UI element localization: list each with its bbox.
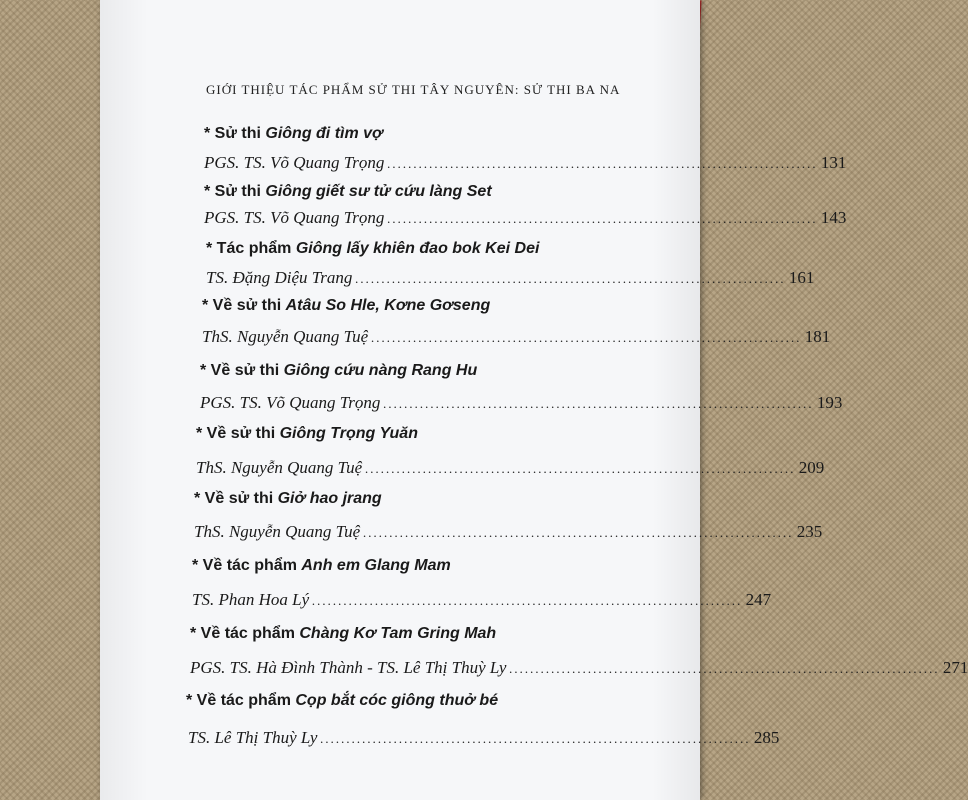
page-number: 161 — [788, 268, 815, 287]
toc-entry-author: TS. Phan Hoa Lý .................................................................................. 247 — [192, 590, 772, 609]
toc-entry-title: * Về sử thi Giở hao jrang — [194, 490, 382, 507]
toc-entry-title: * Sử thi Giông đi tìm vợ — [204, 125, 383, 142]
toc-entry-title: * Về tác phẩm Cọp bắt cóc giông thuở bé — [186, 692, 499, 709]
toc-entry-author: TS. Đặng Diệu Trang .................................................................................. 161 — [206, 268, 815, 287]
running-header: GIỚI THIỆU TÁC PHẨM SỬ THI TÂY NGUYÊN: SỬ THI BA NA — [206, 82, 621, 97]
page-number: 285 — [753, 728, 780, 747]
page-number: 143 — [820, 208, 847, 227]
toc-entry-author: PGS. TS. Võ Quang Trọng .................................................................................. 143 — [204, 208, 847, 227]
toc-entry-title: * Tác phẩm Giông lấy khiên đao bok Kei Dei — [206, 240, 540, 257]
toc-entry-title: * Về tác phẩm Chàng Kơ Tam Gring Mah — [190, 625, 497, 642]
toc-entry-author: PGS. TS. Võ Quang Trọng .................................................................................. 131 — [204, 153, 847, 172]
toc-entry-title: * Về sử thi Giông Trọng Yuăn — [196, 425, 418, 442]
page-number: 131 — [820, 153, 847, 172]
toc-entry-author: ThS. Nguyễn Quang Tuệ .................................................................................. 181 — [202, 327, 831, 346]
page-number: 235 — [796, 522, 823, 541]
book-page — [100, 0, 968, 800]
page-number: 247 — [745, 590, 772, 609]
page-number: 181 — [804, 327, 831, 346]
page-number: 193 — [816, 393, 843, 412]
toc-entry-author: PGS. TS. Võ Quang Trọng .................................................................................. 193 — [200, 393, 843, 412]
toc-entry-title: * Sử thi Giông giết sư tử cứu làng Set — [204, 183, 492, 200]
toc-entry-title: * Về sử thi Atâu So Hle, Kơne Gơseng — [202, 297, 491, 314]
toc-entry-author: PGS. TS. Hà Đình Thành - TS. Lê Thị Thuỳ Ly .................................................................................. 271 — [190, 658, 968, 677]
toc-entry-author: ThS. Nguyễn Quang Tuệ .................................................................................. 209 — [196, 458, 825, 477]
page-number: 271 — [942, 658, 968, 677]
toc-entry-title: * Về tác phẩm Anh em Glang Mam — [192, 557, 451, 574]
toc-entry-title: * Về sử thi Giông cứu nàng Rang Hu — [200, 362, 478, 379]
toc-entry-author: TS. Lê Thị Thuỳ Ly .................................................................................. 285 — [188, 728, 780, 747]
page-number: 209 — [798, 458, 825, 477]
toc-entry-author: ThS. Nguyễn Quang Tuệ .................................................................................. 235 — [194, 522, 823, 541]
